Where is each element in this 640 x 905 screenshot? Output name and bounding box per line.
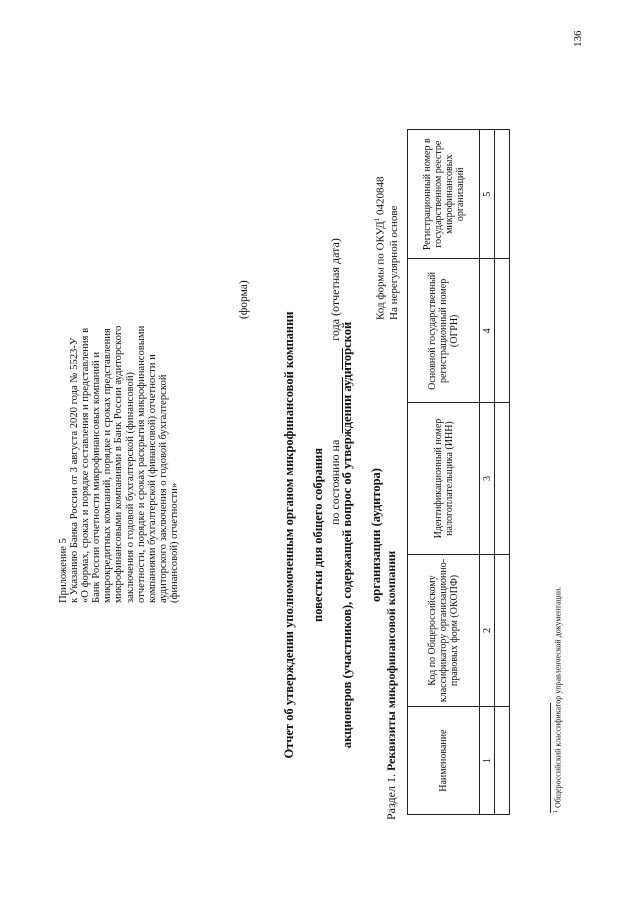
- okud-label: Код формы по ОКУД: [374, 221, 387, 320]
- table-column-numbers-row: [480, 130, 495, 815]
- appendix-line: компаниями бухгалтерской (финансовой) отчетности и: [146, 354, 158, 603]
- report-title-line-1: Отчет об утверждении уполномоченным органом микрофинансовой компании повестки дня общего собрания: [282, 311, 325, 759]
- footnote-text: Общероссийский классификатор управленческой документации.: [553, 586, 563, 808]
- footnote-separator: [550, 703, 551, 813]
- column-number: 5: [480, 130, 495, 259]
- appendix-line: «О формах, сроках и порядке составления и представления в: [80, 327, 92, 603]
- appendix-line: микрофинансовыми компаниями в Банк России аудиторского: [113, 325, 125, 603]
- as-of-prefix: по состоянию на: [328, 439, 342, 525]
- appendix-line: аудиторского заключения о годовой бухгалтерской: [157, 374, 169, 603]
- appendix-line: Приложение 5: [58, 538, 69, 603]
- okud-block: [371, 176, 401, 320]
- appendix-line: заключения о годовой бухгалтерской (финансовой): [124, 371, 136, 603]
- header-registry-number: Регистрационный номер в государственном реестре микрофинансовых организаций: [408, 130, 480, 259]
- section-heading: [384, 551, 399, 820]
- okud-footnote-mark: 1: [373, 217, 381, 222]
- okud-code: 0420848: [374, 176, 387, 215]
- footnote-mark: 1: [553, 810, 559, 813]
- as-of-suffix: года (отчетная дата): [328, 238, 342, 341]
- footnote: [553, 587, 563, 813]
- as-of-date-line: [328, 238, 343, 525]
- table-data-row: [495, 130, 510, 815]
- column-number: 2: [480, 554, 495, 706]
- appendix-line: (финансовой) отчетности»: [168, 482, 180, 603]
- header-ogrn: Основной государственный регистрационный номер (ОГРН): [408, 259, 480, 403]
- page-number: 136: [572, 30, 584, 47]
- section-prefix: Раздел 1.: [384, 774, 398, 820]
- requisites-table: [407, 129, 510, 815]
- appendix-line: микрокредитных компаний, порядке и сроках представления: [102, 328, 114, 603]
- okud-periodicity: На нерегулярной основе: [387, 205, 400, 320]
- table-cell: [495, 130, 510, 259]
- date-blank-year: [329, 348, 343, 370]
- header-okopf: Код по Общероссийскому классификатору организационно-правовых форм (ОКОПФ): [408, 554, 480, 706]
- table-cell: [495, 707, 510, 815]
- section-title: Реквизиты микрофинансовой компании: [384, 550, 398, 772]
- form-label: (форма): [238, 280, 250, 319]
- appendix-line: Банк России отчетности микрофинансовых компаний и: [91, 351, 103, 603]
- report-title-line-2: акционеров (участников), содержащей вопрос об утверждении аудиторской организации (аудитора): [340, 321, 383, 749]
- table-cell: [495, 554, 510, 706]
- table-cell: [495, 259, 510, 403]
- appendix-header: [58, 203, 180, 603]
- column-number: 4: [480, 259, 495, 403]
- appendix-line: отчетности, порядке и сроках раскрытия микрофинансовыми: [135, 325, 147, 603]
- header-inn: Идентификационный номер налогоплательщика (ИНН): [408, 403, 480, 555]
- column-number: 1: [480, 707, 495, 815]
- column-number: 3: [480, 403, 495, 555]
- header-name: Наименование: [408, 707, 480, 815]
- appendix-line: к Указанию Банка России от 3 августа 2020 года № 5523-У: [69, 337, 81, 603]
- okud-code-line: [371, 176, 388, 320]
- table-header-row: [408, 130, 480, 815]
- date-blank-day: [329, 377, 343, 433]
- table-cell: [495, 403, 510, 555]
